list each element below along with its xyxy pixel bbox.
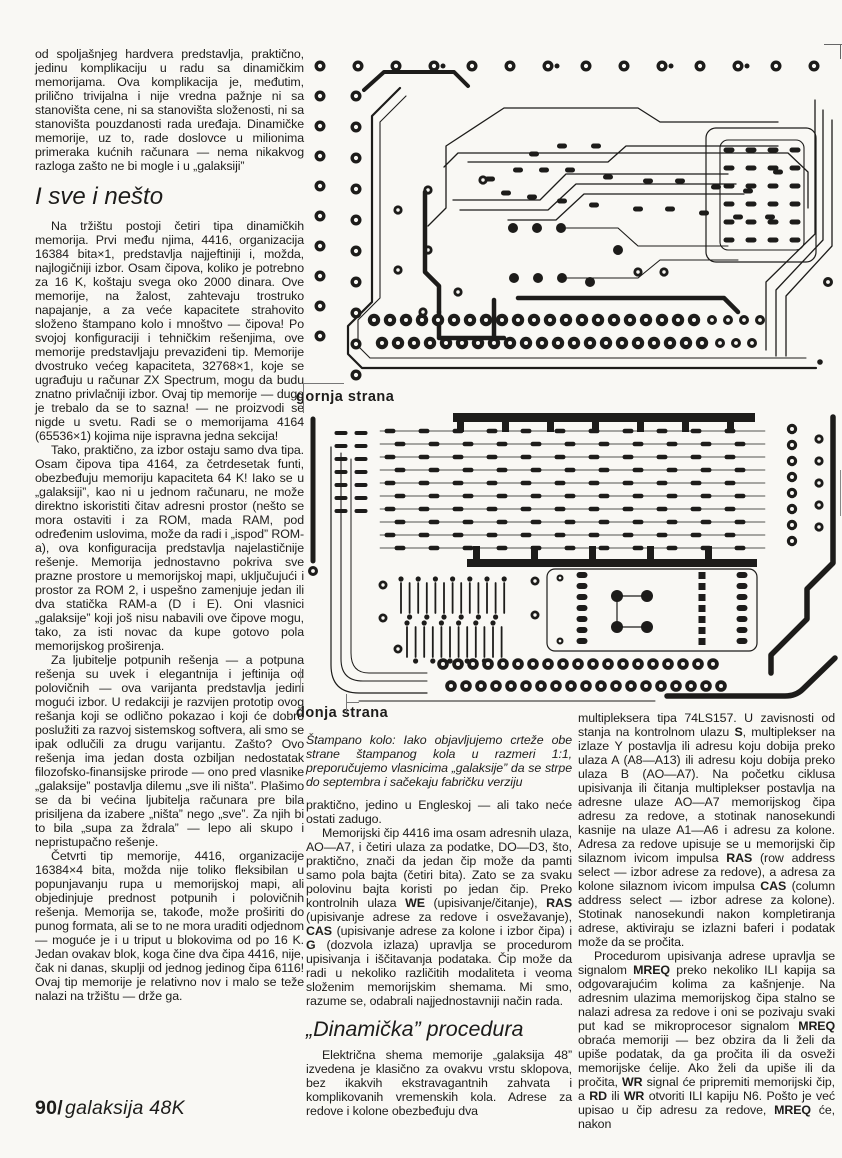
registration-mark-left	[300, 668, 301, 692]
page-number: 90/	[35, 1097, 64, 1119]
paragraph: Za ljubitelje potpunih rešenja — a potpuna rešenja su uvek i elegantnija i jeftinija od polovičnih — ova varijanta predstavlja jedini mogući izbor. U redakciji je razvijen prototip ovog rešanja koji se odlično pokazao i koji će dobro poslužiti za razvoj sistemskog softvera, ali smo se ipak odlučili za drugu varijantu. Zašto? Ovo rešenja ima jedan dosta ozbiljan nedostatak filozofsko-finansijske prirode — ono pred vlasnike „galaksije” postavlja dilemu „sve ili ništa”. Plašimo se da bi većina ljubitelja računara pre bila prisiljena da izabere „ništa” nego „sve”. Za njih bi to bila „supa za ždrala” — lepo ali skupo i nepristupačno rešenje.	[35, 653, 304, 849]
figure-label-top-side: gornja strana	[296, 389, 395, 405]
section-heading: I sve i nešto	[35, 183, 164, 210]
magazine-title: galaksija 48K	[65, 1097, 185, 1119]
paragraph: Na tržištu postoji četiri tipa dinamičkih memorija. Prvi među njima, 4416, organizacija 16384 bita×1, predstavlja najjeftiniji i, možda, najlogičniji izbor. Osam čipova, koliko je potrebno za 16 K, koštaju svega oko 2000 dinara. Ove memorije, na žalost, zahtevaju trostruko napajanje, a za veće kapacitete strahovito složeno štampano kolo i mnoštvo — čipova! Po svojoj konfiguraciji i tehničkim rešenjima, ove memorije predstavljaju prevaziđeni tip. Memorije dvostruko većeg kapaciteta, 32768×1, koje se ugrađuju u računar ZX Spectrum, mogu da budu znatno privlačniji izbor. Ovaj tip memorije — dugo je trebalo da se to sazna! — ne proizvodi se nigde u svetu. Radi se o memorijama 4164 (65536×1) kojima nije ispravna jedna sekcija!	[35, 219, 304, 443]
right-column	[578, 711, 835, 1131]
registration-tick-vertical	[346, 694, 347, 712]
figure-label-bottom-side: donja strana	[296, 705, 389, 721]
paragraph: Memorijski čip 4416 ima osam adresnih ulaza, AO—A7, i četiri ulaza za podatke, DO—D3, što, praktično, znači da jedan čip može da pamti samo pola bajta (četiri bita). Zato se za svaku polovinu bajta koristi po jedan čip. Preko kontrolnih ulaza WE (upisivanje/čitanje), RAS (upisivanje adrese za redove i osvežavanje), CAS (upisivanje adrese za kolone i izbor čipa) i G (dozvola izlaza) upravlja se procedurom upisivanja i iščitavanja podataka. Čip može da radi u nekoliko različitih modaliteta i veoma složenim memorijskim shemama. Mi smo, razume se, odabrali najjednostavniji način rada.	[306, 826, 572, 1008]
paragraph: praktično, jedino u Engleskoj — ali tako neće ostati zadugo.	[306, 798, 572, 826]
registration-bracket	[303, 383, 344, 413]
paragraph: Četvrti tip memorije, 4416, organizacije 16384×4 bita, možda nije toliko fleksibilan u popunjavanju rupa u memorijskoj mapi, ali objedinjuje prednost potpunih i polovičnih rešenja. Memorija se, takođe, može proširiti do punog formata, ali se to ne mora uraditi odjednom — moguće je i u triput u blokovima od po 16 K. Jedan ovakav blok, koga čine dva čipa 4416, nije, čak ni danas, skuplji od jednog jedinog čipa 6116! Ovaj tip memorije je relativno nov i malo se teže nalazi na tržištu — drže ga.	[35, 849, 304, 1003]
pcb-top-side-image	[308, 50, 842, 390]
left-column	[35, 47, 304, 1003]
page-footer	[35, 1097, 185, 1120]
paragraph: Električna shema memorije „galaksija 48” izvedena je klasično za ovakvu vrstu sklopova, bez ikakvih ekstravagantnih zahvata i komplikovanih vremenskih kola. Adrese za redove i kolone obezbeđuju dva	[306, 1048, 572, 1118]
section-heading-procedure: „Dinamička” procedura	[306, 1017, 524, 1041]
paragraph: od spoljašnjeg hardvera predstavlja, praktično, jedinu komplikaciju u radu sa dinamičkim memorijama. Ova komplikacija je, međutim, prilično trivijalna i nije vredna pažnje ni sa stanovišta cene, ni sa stanovišta složenosti, ni sa stanovišta pouzdanosti rada uređaja. Dinamičke memorije, uz to, rade doslovce u milionima primeraka kućnih računara — nema nikakvog razloga zašto ne bi mogle i u „galaksiji”	[35, 47, 304, 173]
crop-mark-right-edge	[840, 470, 841, 516]
crop-mark-top-right-vertical	[840, 44, 841, 59]
pcb-bottom-side-image	[295, 413, 842, 703]
paragraph: Tako, praktično, za izbor ostaju samo dva tipa. Osam čipova tipa 4164, za četrdesetak funti, obezbeđuju memoriju kapaciteta 64 K! Iako se u „galaksiji”, kao ni u jednom računaru, ne može direktno iskoristiti čitav adresni prostor (nešto se mora ostaviti i za ROM, mada RAM, pod određenim uslovima, može da radi i „ispod” ROM-a), ova konfiguracija predstavlja najelastičnije rešenje. Memorija jednostavno pokriva sve prazne prostore u memorijskoj mapi, uključujući i prostor za ROM 2, i uspešno zamenjuje jedan ili dva statička RAM-a (D i E). Oni vlasnici „galaksije” koji još nisu nabavili ove čipove mogu, tako, za isti novac da kupe gotovo pola memorijskog proširenja.	[35, 443, 304, 653]
figure-caption: Štampano kolo: Iako objavljujemo crteže obe strane štampanog kola u razmeri 1:1, preporučujemo vlasnicima „galaksije” da se strpe do septembra i sačekaju fabričku verziju	[306, 733, 572, 789]
paragraph: Procedurom upisivanja adrese upravlja se signalom MREQ preko nekoliko ILI kapija sa odgovarajućim kolima za kašnjenje. Na adresnim ulazima memorijskog čipa stalno se nalazi adresa za redove i oni se pozivaju svaki put kad se mikroprocesor signalom MREQ obraća memoriji — bez obzira da li želi da upiše podatak, da ga pročita ili da osveži memorijske ćelije. Ako želi da upiše ili da pročita, WR signal će pripremiti memorijski čip, a RD ili WR otvoriti ILI kapiju N6. Pošto je već upisao u čip adresu za redove, MREQ će, nakon	[578, 949, 835, 1131]
middle-column	[306, 733, 572, 1118]
paragraph: multipleksera tipa 74LS157. U zavisnosti od stanja na kontrolnom ulazu S, multiplekser na izlaze Y postavlja ili adresu koju dobija preko ulaza A (A8—A13) ili adresu koju dobija preko ulaza B (AO—A7). Na početku ciklusa upisivanja ili čitanja multiplekser postavlja na adresne ulaze AO—A7 memorijskog čipa adresu za redove, a stotinak nanosekundi kasnije na ulaze A1—A6 i adresu za kolone. Adresa za redove upisuje se u memorijski čip silaznom ivicom impulsa RAS (row address select — izbor adrese za redove), a adresa za kolone silaznom ivicom impulsa CAS (column address select — izbor adrese za kolone). Stotinak nanosekundi nakon kompletiranja adrese, aktiviraju se izlazni baferi i podatak može da se pročita.	[578, 711, 835, 949]
registration-tick-horizontal	[346, 702, 359, 703]
